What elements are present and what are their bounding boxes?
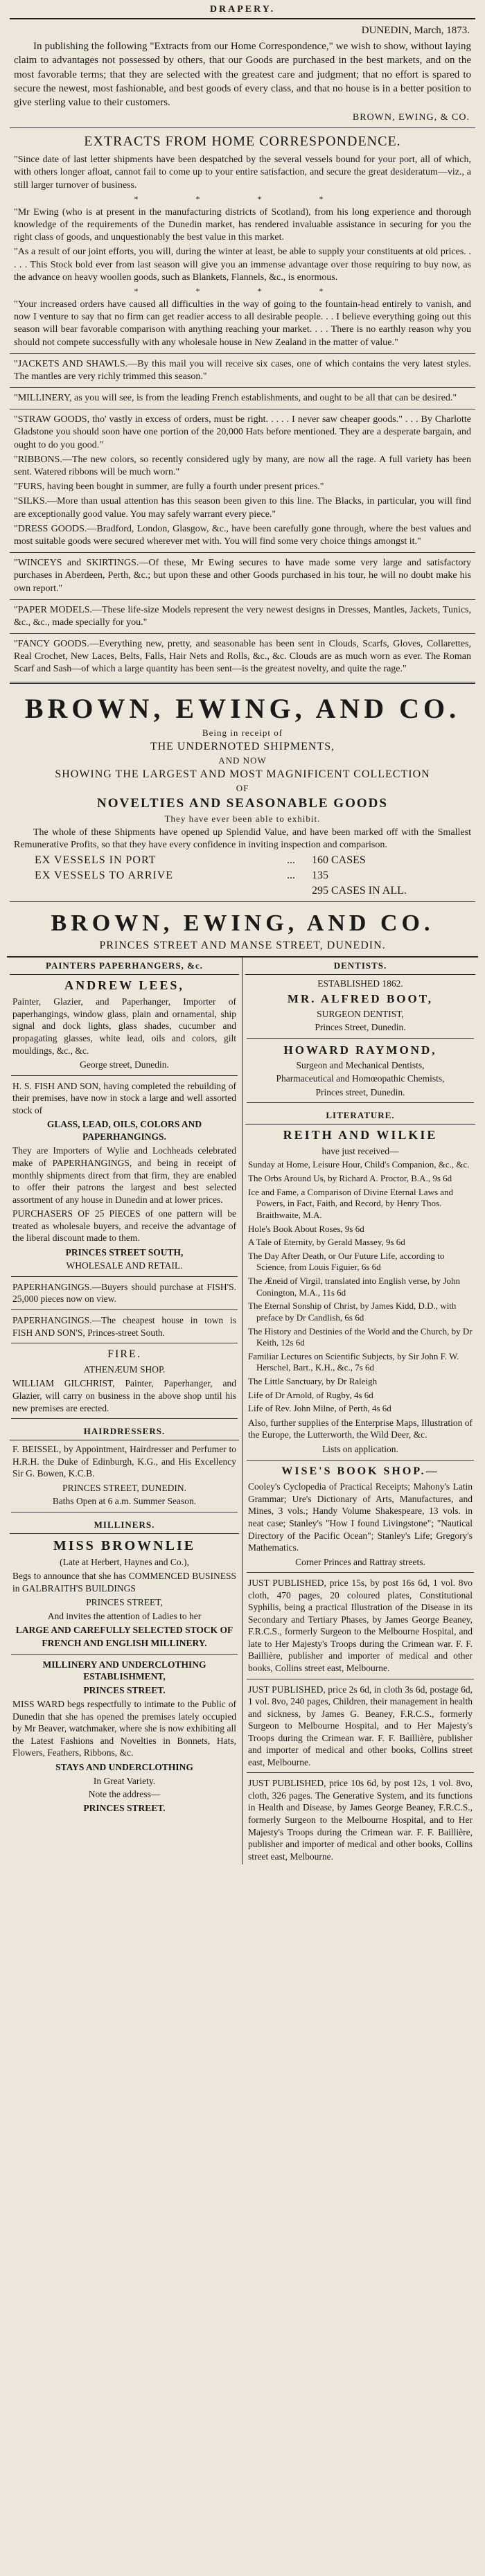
ad-body: The whole of these Shipments have opened up Splendid Value, and have been marked off with the Smallest Remunerative Profits, so that they have every confidence in inviting inspection and comparison. — [14, 827, 471, 850]
item-paragraph: "DRESS GOODS.—Bradford, London, Glasgow, &c., have been carefully gone through, where the best values and most suitable goods were secured wherever met with. You will find some very choice things amongst it." — [14, 523, 471, 547]
dateline: DUNEDIN, March, 1873. — [361, 25, 470, 36]
extract-paragraph: "Your increased orders have caused all difficulties in the way of going to the fountain-head entirely to vanish, and now I venture to say that no firm can get readier access to all desirable people. . . I believe everything going out this season will bear favorable comparison with anything reaching your market. . . . There is no earthly reason why you should not compete successfully with any wholesale house in New Zealand in the matter of value." — [14, 299, 471, 348]
item-paragraph: "PAPER MODELS.—These life-size Models represent the very newest designs in Dresses, Mantles, Jackets, Tunics, &c., &c., made specially for you." — [14, 604, 471, 628]
advertiser-name: HOWARD RAYMOND, — [283, 1043, 437, 1057]
book-list — [242, 1159, 478, 1415]
divider — [10, 633, 475, 634]
ad-line: GLASS, LEAD, OILS, COLORS AND PAPERHANGINGS. — [46, 1119, 202, 1142]
section-heading: HAIRDRESSERS. — [10, 1423, 239, 1440]
ad-line: STAYS AND UNDERCLOTHING — [55, 1761, 193, 1772]
ad-line: FIRE. — [107, 1348, 141, 1361]
divider — [10, 552, 475, 553]
ad-line: Pharmaceutical and Homœopathic Chemists, — [276, 1073, 445, 1084]
ad-line: Surgeon and Mechanical Dentists, — [296, 1059, 425, 1070]
divider — [10, 127, 475, 128]
vessel-total: 295 CASES IN ALL. — [312, 885, 407, 897]
ad-line: FRENCH AND ENGLISH MILLINERY. — [42, 1638, 207, 1649]
divider — [247, 1772, 474, 1773]
section-heading: MILLINERS. — [10, 1517, 239, 1534]
item-paragraph: "WINCEYS and SKIRTINGS.—Of these, Mr Ewing secures to have made some very large and satisfactory purchases in Aberdeen, Perth, &c.; but upon these and other Goods purchased in his tour, he will no doubt make his own report." — [14, 558, 471, 594]
ad-line: have just received— — [321, 1145, 399, 1156]
advertiser-name: ANDREW LEES, — [64, 978, 184, 992]
ad-body: Begs to announce that she has COMMENCED BUSINESS in GALBRAITH'S BUILDINGS — [12, 1571, 236, 1594]
list-item: The Little Sanctuary, by Dr Raleigh — [248, 1376, 378, 1387]
ad-line: ESTABLISHED 1862. — [317, 978, 403, 989]
list-item: The History and Destinies of the World and the Church, by Dr Keith, 12s 6d — [248, 1325, 473, 1348]
list-item: Ice and Fame, a Comparison of Divine Eternal Laws and Powers, in Fact, Faith, and Record, by Henry Thos. Braithwaite, M.A. — [248, 1186, 454, 1220]
ad-line: (Late at Herbert, Haynes and Co.), — [60, 1556, 189, 1567]
ad-line: PRINCES STREET, — [86, 1597, 163, 1608]
ad-body: PAPERHANGINGS.—The cheapest house in town is FISH AND SON'S, Princes-street South. — [12, 1314, 236, 1338]
vessel-row — [35, 870, 450, 882]
ad-line: Lists on application. — [322, 1444, 398, 1454]
intro-paragraph: In publishing the following "Extracts from our Home Correspondence," we wish to show, without laying claim to advantages not possessed by others, that our Goods are purchased in the best markets, and on the most favorable terms; that they are selected with the greatest care and judgment; that no effort is spared to secure the newest, most fashionable, and best goods of every class, and that no house is in a better position to give sterling value to their customers. — [14, 41, 471, 108]
ad-body: H. S. FISH AND SON, having completed the rebuilding of their premises, have now in stock a large and well assorted stock of — [12, 1080, 236, 1115]
vessel-dots: ... — [287, 854, 295, 866]
intro-signature: BROWN, EWING, & CO. — [352, 112, 470, 123]
ad-line: Note the address— — [88, 1789, 161, 1800]
divider — [11, 1075, 238, 1076]
divider — [11, 1309, 238, 1310]
ad-line: They have ever been able to exhibit. — [164, 813, 321, 824]
extracts-heading: EXTRACTS FROM HOME CORRESPONDENCE. — [84, 134, 401, 150]
ad-body: Cooley's Cyclopedia of Practical Receipts; Mahony's Latin Grammar; Ure's Dictionary of Arts, Manufactures, and Mines, 3 vols.; Handy Volume Shakespeare, 13 vols. in neat case; Stanley's "How I found Livingstone"; "Nautical Directory of the Pacific Ocean"; Stanley's Life; Gregory's Mathematics. — [248, 1481, 473, 1553]
ad-body: WILLIAM GILCHRIST, Painter, Paperhanger, and Glazier, will carry on business in the above shop until his new premises are erected. — [12, 1378, 236, 1413]
separator-stars: * * * * — [134, 285, 351, 296]
section-heading: LITERATURE. — [245, 1107, 475, 1124]
ad-address: PRINCES STREET AND MANSE STREET, DUNEDIN. — [99, 939, 386, 951]
list-item: Life of Rev. John Milne, of Perth, 4s 6d — [248, 1403, 391, 1414]
advertiser-name: MR. ALFRED BOOT, — [287, 991, 434, 1005]
ad-body: JUST PUBLISHED, price 10s 6d, by post 12s, 1 vol. 8vo, cloth, 326 pages. The Generative System, and its functions in Health and Disease, by James George Beaney, F.R.C.S., formerly Surgeon to the Melbourne Hospital, and to Her Majesty's Troops during the Crimean war. F. F. Baillière, publisher and importer of medical and other books, Collins street east, Melbourne. — [248, 1778, 473, 1862]
ad-line: WHOLESALE AND RETAIL. — [66, 1260, 183, 1271]
newspaper-page — [7, 0, 478, 1864]
divider — [247, 1572, 474, 1573]
divider — [10, 353, 475, 354]
vessel-count: 160 CASES — [312, 854, 366, 866]
ad-body: PURCHASERS OF 25 PIECES of one pattern will be treated as wholesale buyers, and receive the advantage of the liberal discount made to them. — [12, 1208, 236, 1244]
vessel-label: EX VESSELS TO ARRIVE — [35, 870, 174, 881]
ad-address: PRINCES STREET, DUNEDIN. — [62, 1482, 186, 1493]
section-heading: DENTISTS. — [245, 958, 475, 975]
ad-body: JUST PUBLISHED, price 2s 6d, in cloth 3s 6d, postage 6d, 1 vol. 8vo, 240 pages, Children, their management in health and sickness, by James G. Beaney, F.R.C.S., formerly Surgeon to Melbourne Hospital, and to Her Majesty's Troops during the Crimean war. F. F. Baillière, publisher and importer of medical and other books, Collins street east, Melbourne. — [248, 1684, 473, 1767]
ad-body: F. BEISSEL, by Appointment, Hairdresser and Perfumer to H.R.H. the Duke of Edinburgh, K.G., and His Excellency Sir G. Bowen, K.C.B. — [12, 1444, 236, 1479]
divider — [11, 1418, 238, 1419]
divider — [10, 599, 475, 600]
ad-line: ATHENÆUM SHOP. — [83, 1364, 166, 1375]
list-item: Hole's Book About Roses, 9s 6d — [248, 1223, 364, 1234]
item-paragraph: "MILLINERY, as you will see, is from the leading French establishments, and ought to be all that can be desired." — [14, 393, 457, 404]
two-column-section — [7, 956, 478, 1864]
ad-address: Princes street, Dunedin. — [315, 1086, 405, 1097]
extract-paragraph: "Mr Ewing (who is at present in the manufacturing districts of Scotland), from his long experience and thorough knowledge of the requirements of the Dunedin market, has rendered invaluable assistance in securing for you the right class of goods, and unquestionably the best value in this market. — [14, 206, 471, 243]
list-item: The Day After Death, or Our Future Life, according to Science, from Louis Figuier, 6s 6d — [248, 1250, 445, 1273]
item-paragraph: "FURS, having been bought in summer, are fully a fourth under present prices." — [14, 482, 324, 493]
ad-body: Also, further supplies of the Enterprise Maps, Illustration of the Europe, the Lutterworth, the Wild Deer, &c. — [248, 1417, 473, 1440]
ad-line: And invites the attention of Ladies to her — [47, 1610, 202, 1621]
ad-line: MILLINERY AND UNDERCLOTHING ESTABLISHMENT, — [42, 1659, 206, 1682]
divider — [11, 1276, 238, 1277]
advertiser-name: MISS BROWNLIE — [53, 1537, 196, 1553]
advertiser-name: REITH AND WILKIE — [283, 1128, 438, 1143]
list-item: Familiar Lectures on Scientific Subjects, by Sir John F. W. Herschel, Bart., K.H., &c., 7s 6d — [248, 1350, 459, 1373]
vessel-dots: ... — [287, 870, 295, 881]
vessel-label: EX VESSELS IN PORT — [35, 854, 157, 866]
divider — [247, 1038, 474, 1039]
list-item: Sunday at Home, Leisure Hour, Child's Companion, &c., &c. — [248, 1159, 470, 1170]
separator-stars: * * * * — [134, 193, 351, 204]
ad-line: AND NOW — [218, 755, 267, 766]
ad-body: MISS WARD begs respectfully to intimate to the Public of Dunedin that she has opened the premises lately occupied by Mr Beaver, watchmaker, where she is now exhibiting all the Latest Fashions and Novelties in Bonnets, Hats, Flowers, Feathers, Ribbons, &c. — [12, 1699, 236, 1758]
divider — [247, 1102, 474, 1103]
advertiser-name: WISE'S BOOK SHOP.— — [281, 1465, 439, 1477]
vessel-count: 135 — [312, 870, 328, 881]
ad-address: Princes Street, Dunedin. — [315, 1022, 406, 1033]
advertiser-name: BROWN, EWING, AND CO. — [51, 910, 434, 936]
list-item: Life of Dr Arnold, of Rugby, 4s 6d — [248, 1389, 373, 1400]
list-item: The Orbs Around Us, by Richard A. Proctor, B.A., 9s 6d — [248, 1173, 452, 1184]
section-title: DRAPERY. — [10, 4, 475, 19]
item-paragraph: "JACKETS AND SHAWLS.—By this mail you will receive six cases, one of which contains the very latest styles. The mantles are very richly trimmed this season." — [14, 358, 471, 382]
divider — [11, 1654, 238, 1655]
ad-line: LARGE AND CAREFULLY SELECTED STOCK OF — [15, 1624, 233, 1635]
list-item: A Tale of Eternity, by Gerald Massey, 9s 6d — [248, 1237, 405, 1248]
ad-body: Painter, Glazier, and Paperhanger, Importer of paperhangings, window glass, plain and ornamental, ship signal and dock lights, glass shades, cucumber and propagating glasses, white lead, oils and colors, gilt mouldings, &c., &c. — [12, 996, 236, 1056]
ad-line: PRINCES STREET. — [83, 1802, 166, 1813]
list-item: The Æneid of Virgil, translated into English verse, by John Conington, M.A., 11s 6d — [248, 1276, 461, 1298]
divider — [10, 387, 475, 388]
ad-address: George street, Dunedin. — [80, 1059, 169, 1070]
extract-paragraph: "Since date of last letter shipments have been despatched by the several vessels bound for your port, all of which, with others longer afloat, cannot fail to come up to your entire satisfaction, and secure the great desideratum—viz., a still larger turnover of business. — [14, 155, 471, 191]
ad-line: Being in receipt of — [202, 727, 283, 738]
ad-line: THE UNDERNOTED SHIPMENTS, — [150, 740, 335, 752]
ad-line: In Great Variety. — [93, 1775, 156, 1786]
double-divider — [10, 682, 475, 684]
divider — [247, 1460, 474, 1461]
extract-paragraph: "As a result of our joint efforts, you will, during the winter at least, be able to supply your constituents at old prices. . . . . This Stock bold ever from last season will give you an immense advantage over those requiring to buy now, as the advance on heavy woollen goods, such as Blankets, Flannels, &c., is enormous. — [14, 247, 471, 283]
ad-line: OF — [236, 782, 249, 793]
divider — [10, 901, 475, 902]
ad-line: SHOWING THE LARGEST AND MOST MAGNIFICENT COLLECTION — [55, 768, 430, 780]
ad-line: Baths Open at 6 a.m. Summer Season. — [52, 1496, 197, 1507]
ad-line: PRINCES STREET. — [83, 1684, 166, 1695]
section-heading: PAINTERS PAPERHANGERS, &c. — [10, 958, 239, 975]
ad-line: NOVELTIES AND SEASONABLE GOODS — [97, 795, 388, 811]
vessel-row — [35, 854, 450, 867]
advertiser-name: BROWN, EWING, AND CO. — [24, 692, 461, 724]
ad-body: They are Importers of Wylie and Lochheads celebrated make of PAPERHANGINGS, and being in receipt of monthly shipments direct from that firm, they are enabled to offer their patrons the largest and best selected assortment of any house in Dunedin and at lower prices. — [12, 1145, 236, 1205]
item-paragraph: "SILKS.—More than usual attention has this season been given to this line. The Blacks, in particular, you will find are exceptionally good value. You may safely warrant every piece." — [14, 496, 471, 520]
item-paragraph: "FANCY GOODS.—Everything new, pretty, and seasonable has been sent in Clouds, Scarfs, Gloves, Collarettes, Real Crochet, New Laces, Belts, Falls, Hair Nets and Rolls, &c., &c. Clouds are as much worn as ever. The Roman Scarf and Sash—of which a large quantity has been sent—is the greatest novelty, and quite the rage." — [14, 639, 471, 675]
left-column — [7, 958, 242, 1864]
ad-line: SURGEON DENTIST, — [317, 1008, 404, 1019]
list-item: The Eternal Sonship of Christ, by James Kidd, D.D., with preface by Dr Candlish, 6s 6d — [248, 1300, 457, 1323]
item-paragraph: "RIBBONS.—The new colors, so recently considered ugly by many, are now all the rage. A full variety has been sent. Watered ribbons will be much worn." — [14, 454, 471, 477]
right-column — [242, 958, 478, 1864]
vessel-total-row — [35, 885, 450, 897]
ad-address: Corner Princes and Rattray streets. — [295, 1556, 425, 1567]
ad-line: PRINCES STREET SOUTH, — [65, 1246, 184, 1258]
ad-body: PAPERHANGINGS.—Buyers should purchase at FISH'S. 25,000 pieces now on view. — [12, 1281, 236, 1305]
item-paragraph: "STRAW GOODS, tho' vastly in excess of orders, must be right. . . . . I never saw cheaper goods." . . . By Charlotte Gladstone you should soon have one portion of the 20,000 Hats before mentioned. They are a desperate bargain, and ought to do you good." — [14, 414, 471, 450]
ad-body: JUST PUBLISHED, price 15s, by post 16s 6d, 1 vol. 8vo cloth, 470 pages, 20 coloured plates, Constitutional Syphilis, being a practical Illustration of the Disease in its Secondary and Tertiary Phases, by James George Beaney, F.R.C.S., formerly Surgeon to the Melbourne Hospital, and late to Her Majesty's Troops during the Crimean war. F. F. Baillière, publisher and importer of medical and other books, Collins street east, Melbourne. — [248, 1578, 473, 1673]
